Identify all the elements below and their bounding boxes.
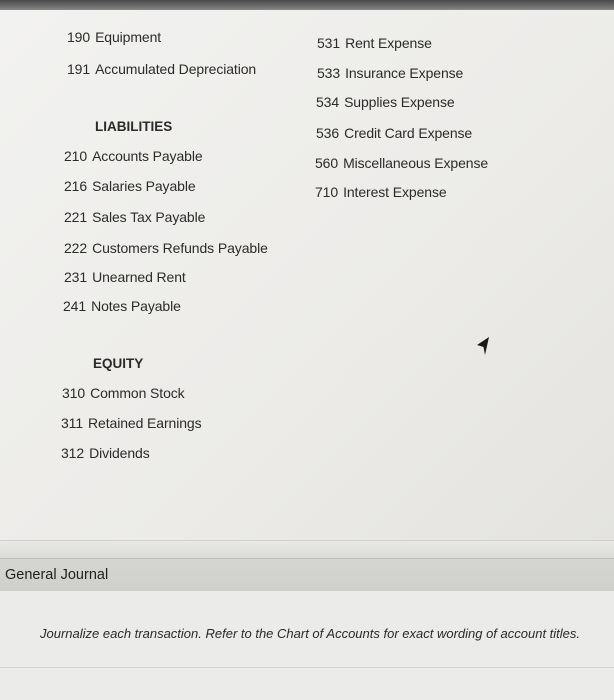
account-number: 534 (316, 94, 340, 110)
journal-instruction: Journalize each transaction. Refer to the Chart of Accounts for exact wording of account titles. (40, 626, 581, 641)
liabilities-heading: LIABILITIES (95, 119, 173, 134)
account-number: 191 (67, 61, 91, 77)
account-name: Common Stock (90, 385, 185, 401)
equity-heading: EQUITY (93, 356, 144, 371)
general-journal-title: General Journal (5, 567, 109, 583)
chart-of-accounts-panel (0, 10, 614, 540)
account-item (316, 125, 472, 141)
account-item (67, 61, 256, 77)
account-item (61, 445, 150, 461)
account-number: 221 (64, 209, 88, 225)
account-item (64, 209, 205, 225)
account-number: 536 (316, 125, 340, 141)
account-item (63, 298, 181, 314)
account-number: 190 (67, 29, 91, 45)
account-item (64, 148, 203, 164)
divider-line (0, 667, 614, 668)
account-name: Notes Payable (91, 298, 181, 314)
account-name: Supplies Expense (344, 94, 455, 110)
account-name: Dividends (89, 445, 150, 461)
section-divider (0, 540, 614, 559)
general-journal-header (0, 558, 614, 592)
account-name: Customers Refunds Payable (92, 240, 268, 256)
account-name: Interest Expense (343, 184, 447, 200)
account-item (317, 65, 463, 81)
account-name: Rent Expense (345, 35, 432, 51)
account-item (316, 94, 455, 110)
account-number: 241 (63, 298, 87, 314)
account-name: Credit Card Expense (344, 125, 473, 141)
account-number: 531 (317, 35, 341, 51)
account-item (64, 178, 196, 194)
account-name: Accumulated Depreciation (95, 61, 257, 77)
account-name: Equipment (95, 29, 162, 45)
account-item (64, 240, 268, 256)
account-item (317, 35, 432, 51)
account-name: Sales Tax Payable (92, 209, 206, 225)
account-name: Miscellaneous Expense (343, 155, 489, 171)
account-number: 210 (64, 148, 88, 164)
account-name: Unearned Rent (92, 269, 186, 285)
account-item (64, 269, 186, 285)
account-number: 710 (315, 184, 339, 200)
instruction-area (0, 591, 614, 700)
account-item (315, 184, 447, 200)
account-name: Insurance Expense (345, 65, 464, 81)
account-number: 560 (315, 155, 339, 171)
account-name: Retained Earnings (88, 415, 202, 431)
account-name: Salaries Payable (92, 178, 196, 194)
account-number: 216 (64, 178, 88, 194)
account-item (315, 155, 488, 171)
account-number: 533 (317, 65, 341, 81)
account-number: 311 (61, 415, 84, 431)
account-item (62, 385, 185, 401)
account-number: 312 (61, 445, 85, 461)
account-number: 222 (64, 240, 88, 256)
account-number: 310 (62, 385, 86, 401)
account-number: 231 (64, 269, 88, 285)
account-item (61, 415, 202, 431)
account-name: Accounts Payable (92, 148, 203, 164)
mouse-pointer-icon (476, 336, 492, 356)
account-item (67, 29, 161, 45)
